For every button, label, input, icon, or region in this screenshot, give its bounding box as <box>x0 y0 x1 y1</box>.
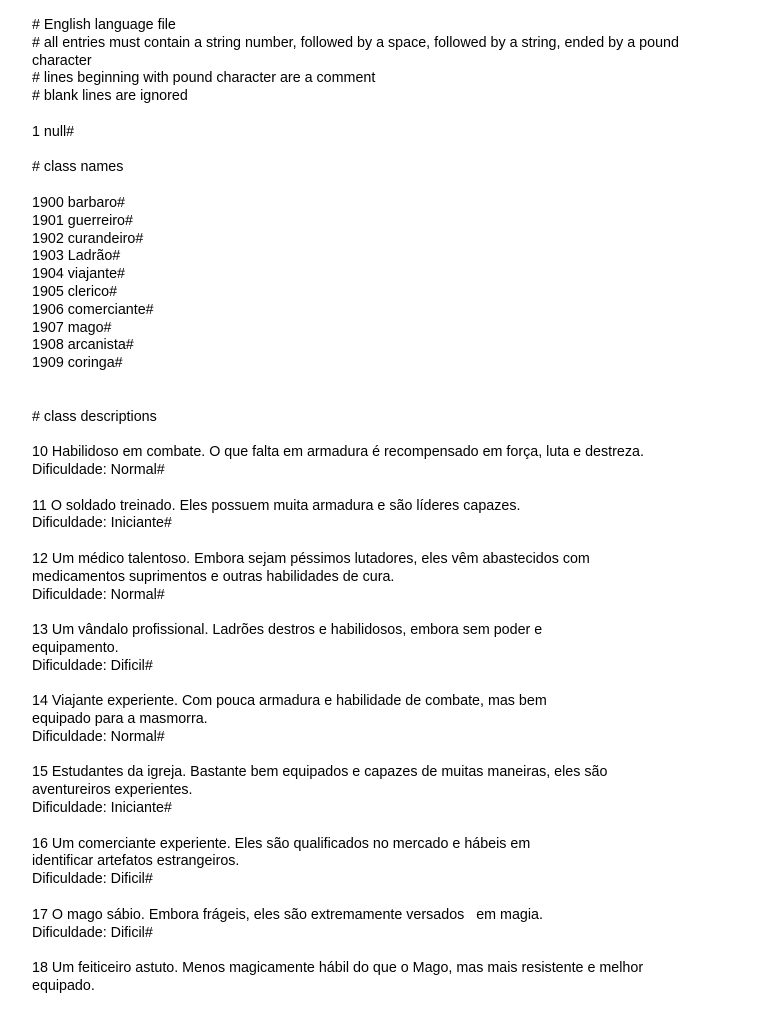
text-line: 10 Habilidoso em combate. O que falta em armadura é recompensado em força, luta e destreza. <box>32 444 644 461</box>
text-line: 1903 Ladrão# <box>32 248 121 265</box>
text-line: Dificuldade: Normal# <box>32 461 165 478</box>
text-line: Dificuldade: Normal# <box>32 728 165 745</box>
text-line: Dificuldade: Normal# <box>32 586 165 603</box>
text-line: 1907 mago# <box>32 319 112 336</box>
blank-line <box>32 391 742 409</box>
blank-line <box>32 942 742 960</box>
text-line: aventureiros experientes. <box>32 782 193 799</box>
text-line: 11 O soldado treinado. Eles possuem muita armadura e são líderes capazes. <box>32 497 521 514</box>
blank-line <box>32 533 742 551</box>
blank-line <box>32 106 742 124</box>
blank-line <box>32 604 742 622</box>
text-line: 1905 clerico# <box>32 283 118 300</box>
blank-line <box>32 747 742 765</box>
text-line: identificar artefatos estrangeiros. <box>32 853 240 870</box>
text-line: 1906 comerciante# <box>32 301 154 318</box>
text-line: # blank lines are ignored <box>32 88 188 105</box>
text-line: equipado. <box>32 978 95 995</box>
text-line: 15 Estudantes da igreja. Bastante bem equipados e capazes de muitas maneiras, eles são <box>32 764 608 781</box>
text-line: 13 Um vândalo profissional. Ladrões destros e habilidosos, embora sem poder e <box>32 622 543 639</box>
text-line: Dificuldade: Dificil# <box>32 657 153 674</box>
text-line: 16 Um comerciante experiente. Eles são qualificados no mercado e hábeis em <box>32 835 531 852</box>
text-line: # English language file <box>32 17 176 33</box>
text-line: equipamento. <box>32 639 119 656</box>
document-body <box>32 17 742 996</box>
text-line: # class names <box>32 159 124 176</box>
text-line: # lines beginning with pound character are a comment <box>32 70 376 87</box>
text-line: # class descriptions <box>32 408 157 425</box>
blank-line <box>32 818 742 836</box>
text-line: Dificuldade: Iniciante# <box>32 800 172 817</box>
text-line: medicamentos suprimentos e outras habilidades de cura. <box>32 568 395 585</box>
text-line: 1902 curandeiro# <box>32 230 144 247</box>
text-line: 1900 barbaro# <box>32 194 126 211</box>
text-line: 12 Um médico talentoso. Embora sejam péssimos lutadores, eles vêm abastecidos com <box>32 550 590 567</box>
text-line: equipado para a masmorra. <box>32 711 208 728</box>
text-line: Dificuldade: Iniciante# <box>32 515 172 532</box>
text-line: 1 null# <box>32 123 75 140</box>
blank-line <box>32 480 742 498</box>
text-line: Dificuldade: Dificil# <box>32 924 153 941</box>
blank-line <box>32 889 742 907</box>
blank-line <box>32 142 742 160</box>
blank-line <box>32 426 742 444</box>
text-line: 1901 guerreiro# <box>32 212 133 229</box>
text-line: 14 Viajante experiente. Com pouca armadura e habilidade de combate, mas bem <box>32 693 547 710</box>
text-line: 1908 arcanista# <box>32 337 134 354</box>
blank-line <box>32 373 742 391</box>
text-line: 17 O mago sábio. Embora frágeis, eles são extremamente versados em magia. <box>32 906 543 923</box>
text-line: 1904 viajante# <box>32 266 126 283</box>
text-line: # all entries must contain a string number, followed by a space, followed by a string, ended by a pound <box>32 34 679 51</box>
blank-line <box>32 177 742 195</box>
text-line: 18 Um feiticeiro astuto. Menos magicamente hábil do que o Mago, mas mais resistente e melhor <box>32 960 644 977</box>
text-line: Dificuldade: Dificil# <box>32 871 153 888</box>
text-line: character <box>32 52 92 69</box>
text-line: 1909 coringa# <box>32 355 123 372</box>
blank-line <box>32 675 742 693</box>
